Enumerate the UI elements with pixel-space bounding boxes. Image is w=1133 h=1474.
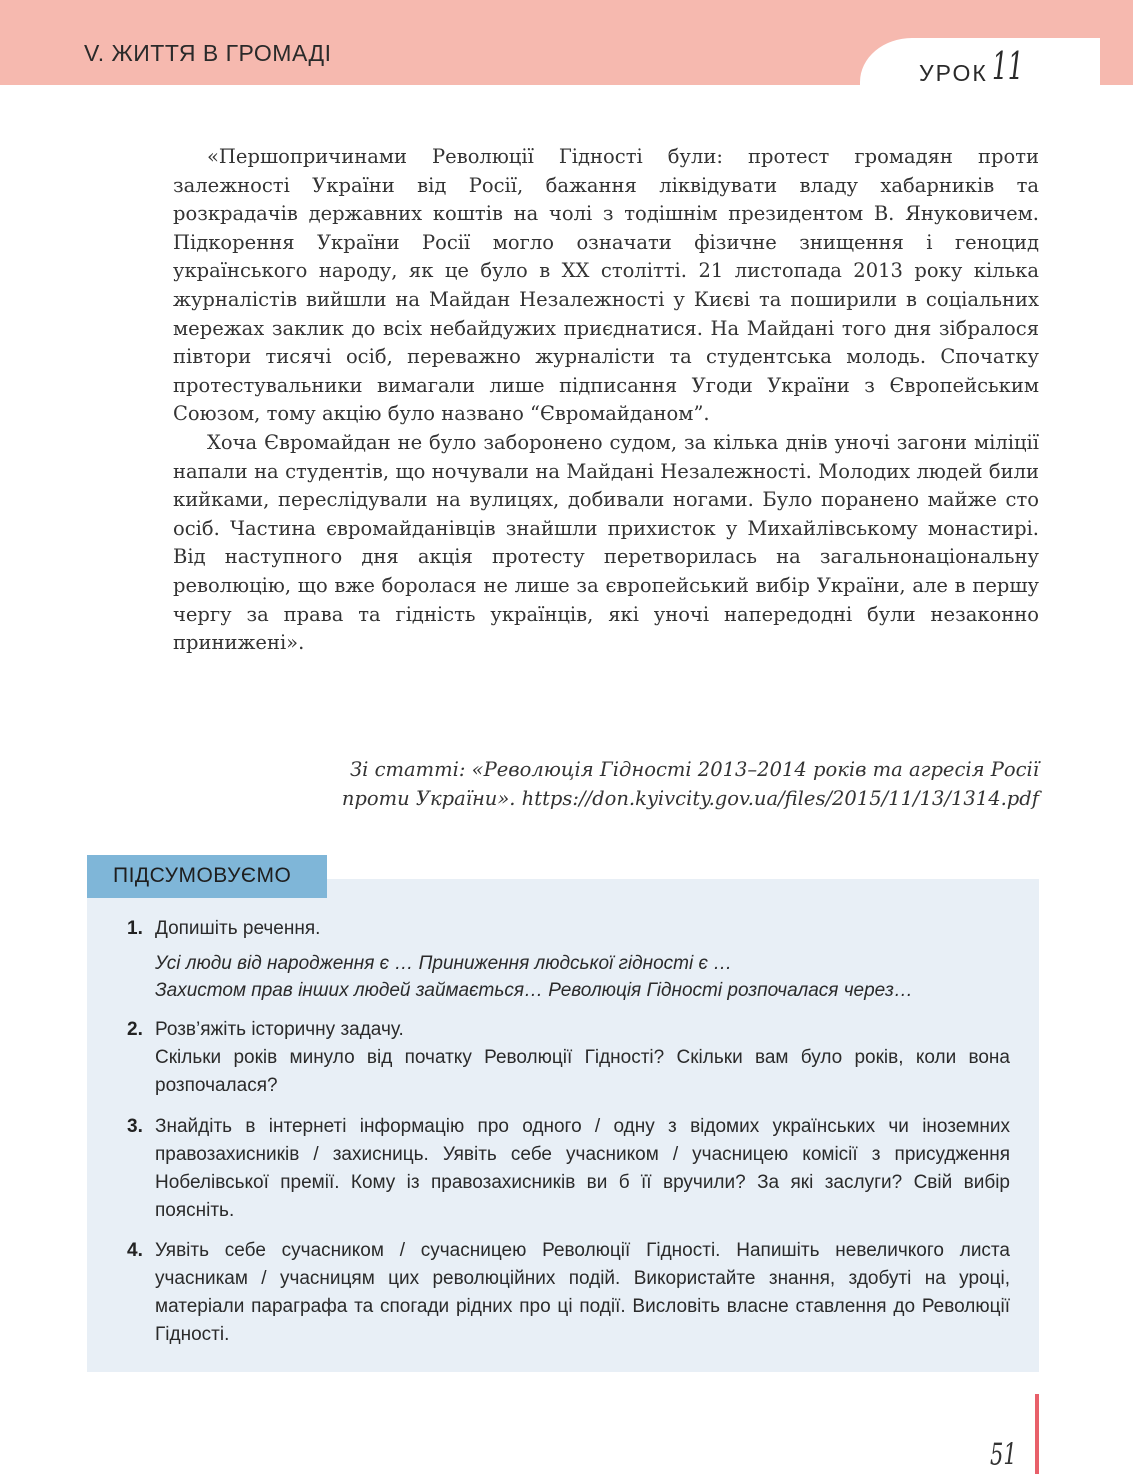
source-line-2: проти України». https://don.kyivcity.gov.ua/files/2015/11/13/1314.pdf [341,787,1039,810]
task-1 [127,915,1010,1004]
section-title: V. ЖИТТЯ В ГРОМАДІ [84,40,332,66]
task-number: 4. [127,1240,143,1261]
task-number: 3. [127,1116,143,1137]
lesson-label: УРОК [919,60,988,86]
article-paragraph-2: Хоча Євромайдан не було заборонено судом, за кілька днів уночі загони міліції напали на студентів, що ночували на Майдані Незалежності. Молодих людей били кийками, переслідували на вулицях, добивали ногами. Було поранено майже сто осіб. Частина євромайданівців знайшли прихисток у Михайлівському монастирі. Від наступного дня акція протесту перетворилась на загальнонаціональну революцію, що вже боролася не лише за європейський вибір України, але в першу чергу за права та гідність українців, які уночі напередодні були незаконно принижені». [173,430,1039,655]
task-2-question: Скільки років минуло від початку Революції Гідності? Скільки вам було років, коли вона розпочалася? [155,1047,1010,1096]
source-line-1: Зі статті: «Революція Гідності 2013–2014 років та агресія Росії [350,758,1039,781]
page-accent-bar [1035,1394,1039,1474]
lesson-number: 11 [992,44,1024,88]
task-3-text: Знайдіть в інтернеті інформацію про одного / одну з відомих українських чи іноземних правозахисників / захисниць. Уявіть себе учасником / учасницею комісії з присудження Нобелівської премії. Кому із правозахисників ви б її вручили? За які заслуги? Свій вибір поясніть. [155,1116,1010,1221]
article-quote [173,143,1039,658]
summary-heading: ПІДСУМОВУЄМО [113,864,292,887]
article-source [173,755,1039,813]
article-paragraph-1: «Першопричинами Революції Гідності були: протест громадян проти залежності України від Росії, бажання ліквідувати владу хабарників та розкрадачів державних коштів на чолі з тодішнім президентом В. Януковичем. Підкорення України Росії могло означати фізичне знищення і геноцид українського народу, як це було в XX столітті. 21 листопада 2013 року кілька журналістів вийшли на Майдан Незалежності у Києві та поширили в соціальних мережах заклик до всіх небайдужих приєднатися. На Майдані того дня зібралося півтори тисячі осіб, переважно журналісти та студентська молодь. Спочатку протестувальники вимагали лише підписання Угоди України з Європейським Союзом, тому акцію було названо “Євромайданом”. [173,145,1039,426]
task-1-instruction: Допишіть речення. [155,918,321,939]
task-2-instruction: Розв’яжіть історичну задачу. [155,1019,404,1040]
task-number: 2. [127,1019,143,1040]
page-number: 51 [990,1437,1017,1473]
task-4-text: Уявіть себе сучасником / сучасницею Революції Гідності. Напишіть невеличкого листа учасникам / учасницям цих революційних подій. Використайте знання, здобуті на уроці, матеріали параграфа та спогади рідних про ці події. Висловіть власне ставлення до Революції Гідності. [155,1240,1010,1345]
task-number: 1. [127,918,143,939]
summary-tab [87,855,327,898]
task-3 [127,1113,1010,1225]
task-4 [127,1237,1010,1349]
task-1-sentence-2: Захистом прав інших людей займається… Революція Гідності розпочалася через… [155,980,913,1001]
task-1-sentence-1: Усі люди від народження є … Приниження людської гідності є … [155,953,733,974]
task-2 [127,1016,1010,1100]
